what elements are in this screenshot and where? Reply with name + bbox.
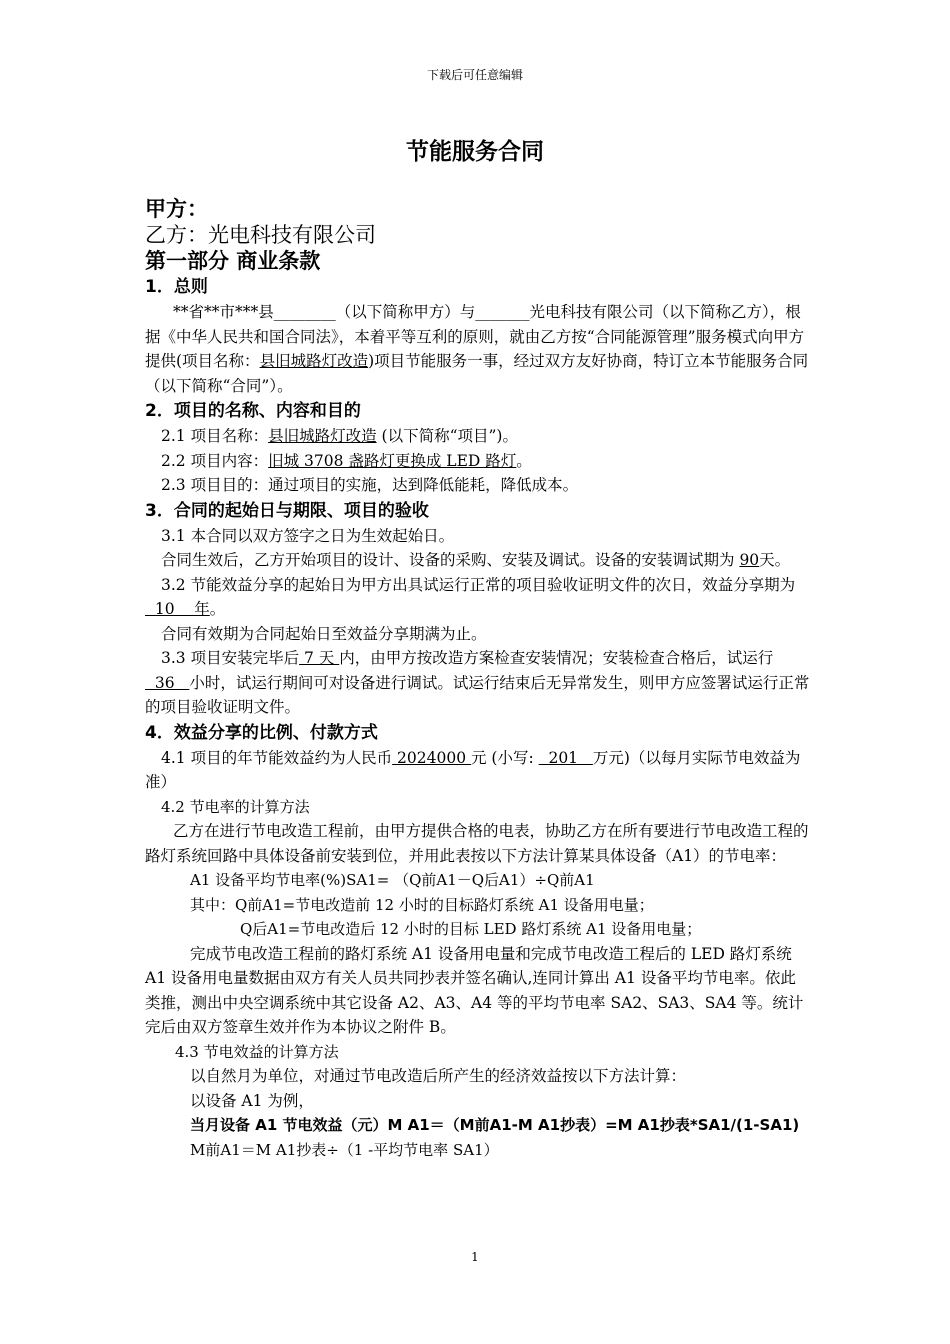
item-2-3: 2.3 项目目的：通过项目的实施，达到降低能耗，降低成本。 <box>161 476 579 494</box>
item-2-1 <box>145 424 810 449</box>
text: 元 (小写: <box>470 748 539 767</box>
text: )项目节能服务一事，经过双方友好协商，特订立本节能服务合同（以下简称“合同”）。 <box>145 352 809 395</box>
formula-5: M前A1＝M A1抄表÷（1 -平均节电率 SA1） <box>190 1140 499 1159</box>
project-content: 旧城 3708 盏路灯更换成 LED 路灯 <box>268 451 517 470</box>
page-number: 1 <box>471 1250 479 1264</box>
section-1-heading: 1．总则 <box>145 277 208 297</box>
blank: _______ <box>475 303 530 321</box>
project-name: 县旧城路灯改造 <box>268 427 377 445</box>
annual-savings-short: 201 <box>538 748 593 767</box>
party-b: 乙方：光电科技有限公司 <box>145 223 376 247</box>
formula-1: A1 设备平均节电率(%)SA1= （Q前A1－Q后A1）÷Q前A1 <box>190 871 595 889</box>
text: 2.2 项目内容： <box>161 451 269 470</box>
section-3-heading: 3．合同的起始日与期限、项目的验收 <box>145 500 429 521</box>
blank: ________ <box>273 303 336 321</box>
item-4-3: 4.3 节电效益的计算方法 <box>175 1042 339 1061</box>
item-2-2 <box>145 449 810 474</box>
text: (以下简称“项目”)。 <box>376 427 518 445</box>
formula-3: Q后A1=节电改造后 12 小时的目标 LED 路灯系统 A1 设备用电量； <box>240 920 702 938</box>
item-4-3-example: 以设备 A1 为例， <box>190 1091 314 1110</box>
install-days: 90 <box>739 551 760 569</box>
item-3-2b: 合同有效期为合同起始日至效益分享期满为止。 <box>161 624 487 643</box>
trial-hours: 36 <box>145 673 190 692</box>
item-4-1 <box>145 746 810 795</box>
item-3-1b <box>145 548 810 573</box>
share-period: 10 年 <box>145 600 210 618</box>
inspection-days: 7 天 <box>299 649 340 667</box>
section-2-heading: 2．项目的名称、内容和目的 <box>145 401 361 421</box>
section-4-heading: 4．效益分享的比例、付款方式 <box>145 722 378 743</box>
party-a: 甲方： <box>145 197 208 221</box>
page-title: 节能服务合同 <box>406 139 544 165</box>
text: 4.1 项目的年节能效益约为人民币 <box>161 748 393 767</box>
section-1-paragraph <box>145 300 810 398</box>
item-4-2-text-2: 完成节电改造工程前的路灯系统 A1 设备用电量和完成节电改造工程后的 LED 路灯系统 A1 设备用电量数据由双方有关人员共同抄表并签名确认,连同计算出 A1 设备平均节电率。依此类推，测出中央空调系统中其它设备 A2、A3、A4 等的平均节电率 SA2、SA3、SA4 等。统计完后由双方签章生效并作为本协议之附件 B。 <box>145 944 804 1036</box>
text: 3.3 项目安装完毕后 <box>161 649 300 667</box>
item-3-3 <box>145 646 810 720</box>
contract-body <box>145 196 810 1162</box>
text: 小时，试运行期间可对设备进行调试。试运行结束后无异常发生，则甲方应签署试运行正常的项目验收证明文件。 <box>145 673 810 716</box>
formula-4: 当月设备 A1 节电效益（元）M A1＝（M前A1-M A1抄表）=M A1抄表*SA1/(1-SA1) <box>190 1116 800 1134</box>
item-3-2 <box>145 573 810 622</box>
text: （以下简称甲方）与 <box>335 303 476 321</box>
text: 。 <box>516 451 532 470</box>
header-note: 下载后可任意编辑 <box>426 68 523 82</box>
text: 内，由甲方按改造方案检查安装情况；安装检查合格后，试运行 <box>339 649 774 667</box>
item-4-2: 4.2 节电率的计算方法 <box>161 797 310 816</box>
text: 天。 <box>759 551 791 569</box>
text: 2.1 项目名称： <box>161 427 269 445</box>
text: 3.2 节能效益分享的起始日为甲方出具试运行正常的项目验收证明文件的次日，效益分享期为 <box>161 575 796 594</box>
item-4-3-text: 以自然月为单位，对通过节电改造后所产生的经济效益按以下方法计算： <box>190 1067 687 1085</box>
annual-savings: 2024000 <box>392 748 471 767</box>
part-heading: 第一部分 商业条款 <box>145 249 321 273</box>
item-4-2-text: 乙方在进行节电改造工程前，由甲方提供合格的电表，协助乙方在所有要进行节电改造工程的路灯系统回路中具体设备前安装到位，并用此表按以下方法计算某具体设备（A1）的节电率： <box>145 822 809 865</box>
item-3-1: 3.1 本合同以双方签字之日为生效起始日。 <box>161 526 455 545</box>
formula-2: 其中：Q前A1=节电改造前 12 小时的目标路灯系统 A1 设备用电量； <box>190 895 654 914</box>
text: 。 <box>209 600 226 618</box>
text: 合同生效后，乙方开始项目的设计、设备的采购、安装及调试。设备的安装调试期为 <box>161 551 740 569</box>
text: 万元)（以每月实际节电效益为准） <box>145 748 801 791</box>
text: 光电科技有限公司（以下简称乙方），根据《中华人民共和国合同法》，本着平等互利的原则，就由乙方按“合同能源管理”服务模式向甲方提供(项目名称： <box>145 303 805 370</box>
text: **省**市***县 <box>173 303 274 321</box>
project-name: 县旧城路灯改造 <box>259 352 369 370</box>
